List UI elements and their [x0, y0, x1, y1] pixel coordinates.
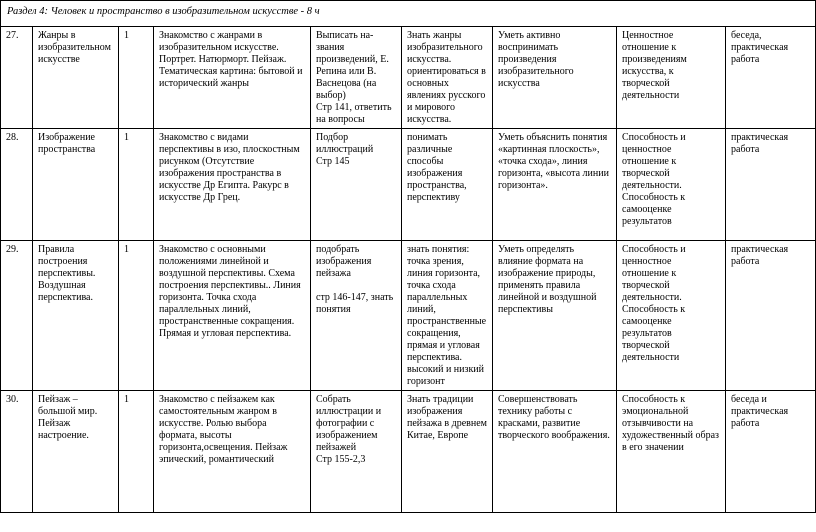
- lesson-number: 30.: [1, 391, 33, 513]
- lesson-topic: Жанры в изобразительном искусстве: [33, 27, 119, 129]
- table-row: [1, 129, 816, 241]
- lesson-content: Знакомство с жанрами в изобразительном искусстве. Портрет. Натюрморт. Пейзаж. Тематическая картина: бытовой и исторический жанры: [154, 27, 311, 129]
- lesson-skills: Уметь объяснить понятия «картинная плоскость», «точка схода», линия горизонта, «высота линии горизонта».: [493, 129, 617, 241]
- lesson-skills: Уметь активно воспринимать произведения изобразительного искусства: [493, 27, 617, 129]
- lesson-knowledge: Знать жанры изобразительного искусства. ориентироваться в основных явлениях русского и мирового искусства.: [402, 27, 493, 129]
- lesson-number: 28.: [1, 129, 33, 241]
- lesson-hours: 1: [119, 129, 154, 241]
- lesson-topic: Правила построения перспективы. Воздушная перспектива.: [33, 241, 119, 391]
- lesson-hours: 1: [119, 27, 154, 129]
- lesson-hours: 1: [119, 391, 154, 513]
- lesson-hours: 1: [119, 241, 154, 391]
- table-row: [1, 391, 816, 513]
- lesson-homework: Собрать иллюстрации и фотографии с изображением пейзажей Стр 155-2,3: [311, 391, 402, 513]
- lesson-values: Способность и ценностное отношение к творческой деятельности. Способность к самооценке результатов: [617, 129, 726, 241]
- section-title: Раздел 4: Человек и пространство в изобразительном искусстве - 8 ч: [1, 1, 816, 27]
- lesson-content: Знакомство с видами перспективы в изо, плоскостным рисунком (Отсутствие изображения пространства в искусстве Др Египта. Ракурс в искусстве Др Грец.: [154, 129, 311, 241]
- lesson-control: практическая работа: [726, 241, 816, 391]
- table-row: [1, 241, 816, 391]
- lesson-content: Знакомство с пейзажем как самостоятельным жанром в искусстве. Ролью выбора формата, высоты горизонта,освещения. Пейзаж эпический, романтический: [154, 391, 311, 513]
- lesson-topic: Пейзаж – большой мир. Пейзаж настроение.: [33, 391, 119, 513]
- lesson-topic: Изображение пространства: [33, 129, 119, 241]
- section-header-row: [1, 1, 816, 27]
- lesson-number: 27.: [1, 27, 33, 129]
- lesson-values: Способность и ценностное отношение к творческой деятельности. Способность к самооценке результатов творческой деятельности: [617, 241, 726, 391]
- lesson-homework: Выписать на-звания произведений, Е. Репина или В. Васнецова (на выбор) Стр 141, ответить на вопросы: [311, 27, 402, 129]
- table-row: [1, 27, 816, 129]
- lesson-knowledge: знать понятия: точка зрения, линия горизонта, точка схода параллельных линий, пространственные сокращения, прямая и угловая перспектива. высокий и низкий горизонт: [402, 241, 493, 391]
- lesson-knowledge: Знать традиции изображения пейзажа в древнем Китае, Европе: [402, 391, 493, 513]
- lesson-control: беседа и практическая работа: [726, 391, 816, 513]
- lesson-homework: Подбор иллюстраций Стр 145: [311, 129, 402, 241]
- lesson-control: беседа, практическая работа: [726, 27, 816, 129]
- lesson-values: Ценностное отношение к произведениям искусства, к творческой деятельности: [617, 27, 726, 129]
- lesson-skills: Уметь определять влияние формата на изображение природы, применять правила линейной и воздушной перспективы: [493, 241, 617, 391]
- lesson-knowledge: понимать различные способы изображения пространства, перспективу: [402, 129, 493, 241]
- lesson-values: Способность к эмоциональной отзывчивости на художественный образ в его значении: [617, 391, 726, 513]
- lesson-content: Знакомство с основными положениями линейной и воздушной перспективы. Схема построения перспективы.. Линия горизонта. Точка схода параллельных линий, пространственные сокращения. Прямая и угловая перспектива.: [154, 241, 311, 391]
- lesson-homework: подобрать изображения пейзажа стр 146-147, знать понятия: [311, 241, 402, 391]
- lesson-skills: Совершенствовать технику работы с красками, развитие творческого воображения.: [493, 391, 617, 513]
- lesson-control: практическая работа: [726, 129, 816, 241]
- lesson-number: 29.: [1, 241, 33, 391]
